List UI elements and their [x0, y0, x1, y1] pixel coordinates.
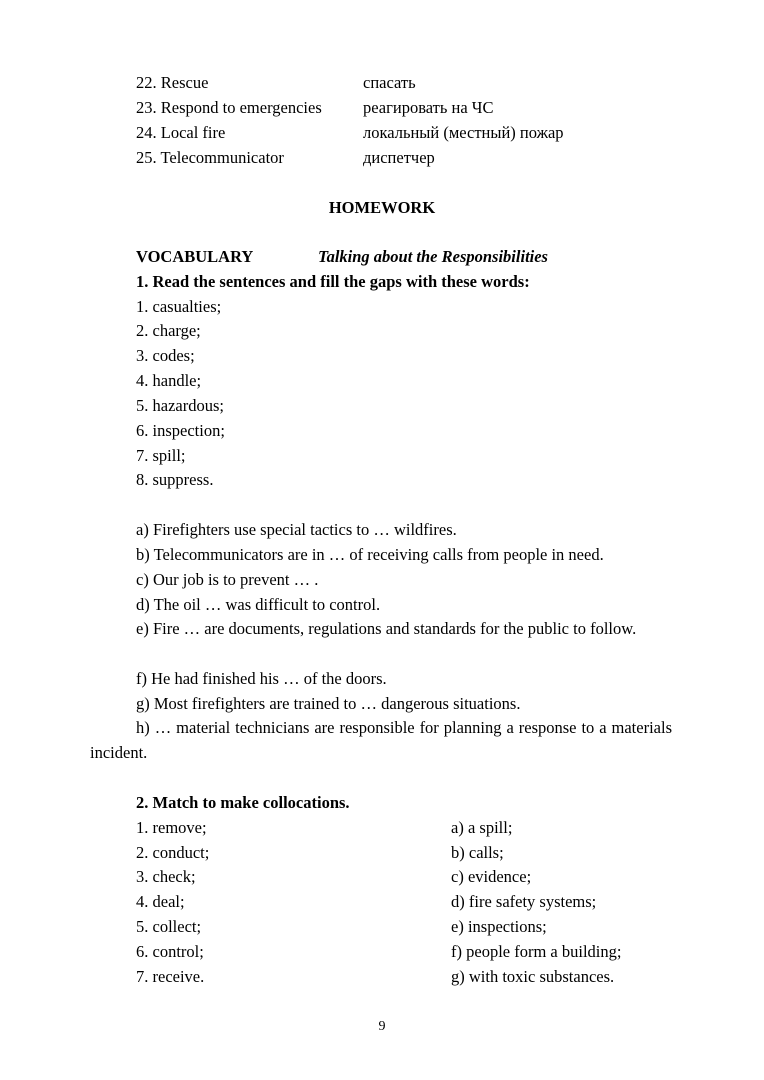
word-list-item: 7. spill; [136, 446, 186, 465]
sentence-item: e) Fire … are documents, regulations and standards for the public to follow. [136, 619, 637, 638]
collocation-object: c) evidence; [451, 867, 532, 886]
collocation-verb: 3. check; [136, 867, 196, 886]
glossary-translation: спасать [363, 73, 416, 92]
glossary-term: 22. Rescue [136, 73, 209, 92]
sentence-item: a) Firefighters use special tactics to … wildfires. [136, 520, 457, 539]
glossary-translation: диспетчер [363, 148, 435, 167]
collocation-verb: 2. conduct; [136, 843, 210, 862]
collocation-object: f) people form a building; [451, 942, 622, 961]
exercise1-instruction: 1. Read the sentences and fill the gaps with these words: [136, 272, 530, 291]
word-list-item: 2. charge; [136, 321, 201, 340]
collocation-verb: 4. deal; [136, 892, 185, 911]
word-list-item: 4. handle; [136, 371, 202, 390]
collocation-verb: 7. receive. [136, 967, 205, 986]
collocation-object: b) calls; [451, 843, 504, 862]
page-number: 9 [378, 1019, 386, 1034]
homework-heading: HOMEWORK [328, 198, 436, 217]
sentence-item: g) Most firefighters are trained to … dangerous situations. [136, 694, 521, 713]
sentence-item: d) The oil … was difficult to control. [136, 595, 381, 614]
exercise2-instruction: 2. Match to make collocations. [136, 793, 350, 812]
glossary-term: 25. Telecommunicator [136, 148, 284, 167]
collocation-object: g) with toxic substances. [451, 967, 615, 986]
sentence-item: b) Telecommunicators are in … of receiving calls from people in need. [136, 545, 604, 564]
sentence-item: c) Our job is to prevent … . [136, 570, 319, 589]
word-list-item: 1. casualties; [136, 297, 222, 316]
collocation-verb: 5. collect; [136, 917, 202, 936]
collocation-object: d) fire safety systems; [451, 892, 597, 911]
word-list-item: 3. codes; [136, 346, 195, 365]
sentence-item: f) He had finished his … of the doors. [136, 669, 387, 688]
glossary-translation: локальный (местный) пожар [363, 123, 564, 142]
glossary-translation: реагировать на ЧС [363, 98, 494, 117]
vocabulary-label: VOCABULARY [136, 247, 254, 266]
vocabulary-subtitle: Talking about the Responsibilities [318, 247, 548, 266]
collocation-object: a) a spill; [451, 818, 513, 837]
word-list-item: 8. suppress. [136, 470, 214, 489]
word-list-item: 6. inspection; [136, 421, 225, 440]
collocation-verb: 1. remove; [136, 818, 207, 837]
collocation-verb: 6. control; [136, 942, 204, 961]
sentence-item: h) … material technicians are responsible for planning a response to a materials incident. [90, 718, 672, 762]
word-list-item: 5. hazardous; [136, 396, 224, 415]
glossary-term: 23. Respond to emergencies [136, 98, 322, 117]
collocation-object: e) inspections; [451, 917, 547, 936]
glossary-term: 24. Local fire [136, 123, 226, 142]
